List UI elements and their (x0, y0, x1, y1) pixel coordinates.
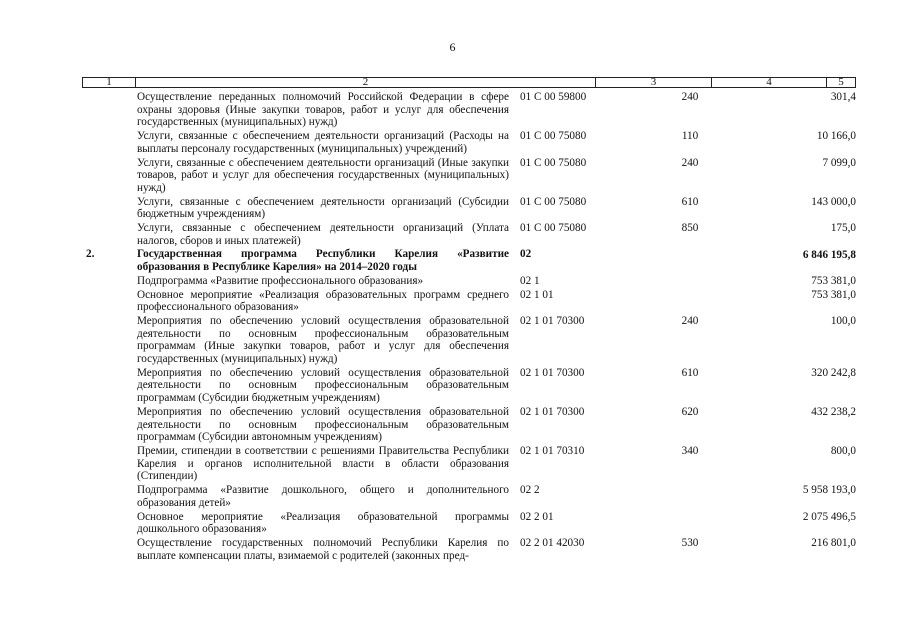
row-amount: 7 099,0 (822, 156, 856, 169)
header-col-1: 1 (83, 78, 136, 87)
row-code: 02 2 01 (520, 510, 554, 523)
row-amount: 753 381,0 (811, 274, 856, 287)
table-row (82, 222, 856, 248)
row-expense-type: 850 (681, 222, 699, 235)
row-code: 02 1 (520, 274, 540, 287)
row-code: 01 С 00 75080 (520, 156, 587, 169)
row-expense-type: 110 (681, 130, 699, 143)
row-name: Подпрограмма «Развитие дошкольного, общего и дополнительного образования детей» (137, 484, 509, 509)
table-row (82, 248, 856, 274)
table-row (82, 367, 856, 406)
row-expense-type: 340 (681, 444, 699, 457)
table-row (82, 130, 856, 156)
row-amount: 216 801,0 (811, 536, 856, 549)
table-row (82, 275, 856, 289)
row-name: Услуги, связанные с обеспечением деятельности организаций (Иные закупки товаров, работ и услуг для обеспечения государственных (муниципальных) нужд) (137, 156, 509, 194)
row-expense-type: 240 (681, 91, 699, 103)
row-name: Подпрограмма «Развитие профессионального образования» (137, 274, 424, 287)
row-name: Осуществление переданных полномочий Российской Федерации в сфере охраны здоровья (Иные закупки товаров, работ и услуг для обеспечения государственных (муниципальных) нужд) (137, 91, 509, 129)
row-code: 01 С 00 59800 (520, 91, 587, 103)
row-name: Осуществление государственных полномочий Республики Карелия по выплате компенсации платы, взимаемой с родителей (законных пред- (137, 536, 509, 562)
row-name: Премии, стипендии в соответствии с решениями Правительства Республики Карелия и органов исполнительной власти в области образования (Стипендии) (137, 444, 509, 483)
header-col-5: 5 (838, 76, 844, 88)
table-row (82, 196, 856, 222)
row-amount: 800,0 (830, 444, 856, 457)
row-amount: 100,0 (830, 314, 856, 327)
row-name: Основное мероприятие «Реализация образовательных программ среднего профессионального образования» (137, 288, 509, 314)
row-amount: 5 958 193,0 (802, 484, 856, 497)
row-amount: 320 242,8 (811, 366, 856, 379)
row-expense-type: 610 (681, 195, 699, 208)
row-name: Основное мероприятие «Реализация образовательной программы дошкольного образования» (137, 510, 509, 536)
row-name: Услуги, связанные с обеспечением деятельности организаций (Расходы на выплаты персоналу государственных (муниципальных) учреждений) (137, 130, 509, 155)
table-row (82, 537, 856, 563)
row-amount: 2 075 496,5 (802, 510, 856, 523)
row-expense-type: 610 (681, 366, 699, 379)
row-amount: 753 381,0 (811, 288, 856, 301)
row-expense-type: 620 (681, 405, 699, 418)
table-row (82, 511, 856, 537)
row-code: 02 1 01 (520, 288, 554, 301)
row-name: Мероприятия по обеспечению условий осуществления образовательной деятельности по основным профессиональным образовательным программам (Субсидии автономным учреждениям) (137, 405, 509, 444)
table-header (82, 77, 856, 88)
row-name: Услуги, связанные с обеспечением деятельности организаций (Субсидии бюджетным учреждениям) (137, 195, 509, 221)
table-row (82, 484, 856, 510)
table-body (82, 91, 856, 563)
table-row (82, 445, 856, 484)
row-code: 02 2 01 42030 (520, 536, 585, 549)
row-name: Услуги, связанные с обеспечением деятельности организаций (Уплата налогов, сборов и иных платежей) (137, 222, 509, 247)
row-name: Мероприятия по обеспечению условий осуществления образовательной деятельности по основным профессиональным образовательным программам (Иные закупки товаров, работ и услуг для обеспечения государственных (муниципальных) нужд) (137, 314, 509, 366)
row-name: Мероприятия по обеспечению условий осуществления образовательной деятельности по основным профессиональным образовательным программам (Субсидии бюджетным учреждениям) (137, 366, 509, 405)
row-amount: 432 238,2 (811, 405, 856, 418)
row-code: 02 1 01 70300 (520, 314, 585, 327)
header-col-3: 3 (596, 78, 712, 87)
row-code: 02 2 (520, 484, 540, 497)
row-amount: 301,4 (830, 91, 856, 103)
row-code: 02 1 01 70310 (520, 444, 585, 457)
row-name: Государственная программа Республики Карелия «Развитие образования в Республике Карелия» на 2014–2020 годы (137, 248, 509, 274)
table-row (82, 406, 856, 445)
row-code: 01 С 00 75080 (520, 195, 587, 208)
table-row (82, 157, 856, 196)
row-amount: 175,0 (830, 222, 856, 235)
page-number: 6 (449, 40, 456, 54)
row-code: 02 (520, 248, 532, 261)
row-code: 01 С 00 75080 (520, 130, 587, 143)
row-number: 2. (86, 248, 95, 261)
row-expense-type: 240 (681, 314, 699, 327)
header-col-4: 4 (712, 78, 827, 87)
table-row (82, 289, 856, 315)
row-code: 01 С 00 75080 (520, 222, 587, 235)
row-expense-type: 530 (681, 536, 699, 549)
row-code: 02 1 01 70300 (520, 366, 585, 379)
row-code: 02 1 01 70300 (520, 405, 585, 418)
row-amount: 10 166,0 (816, 130, 856, 143)
table-row (82, 315, 856, 367)
table-row (82, 91, 856, 130)
row-amount: 6 846 195,8 (802, 249, 856, 262)
row-expense-type: 240 (681, 156, 699, 169)
header-col-2: 2 (136, 78, 596, 87)
row-amount: 143 000,0 (811, 195, 856, 208)
